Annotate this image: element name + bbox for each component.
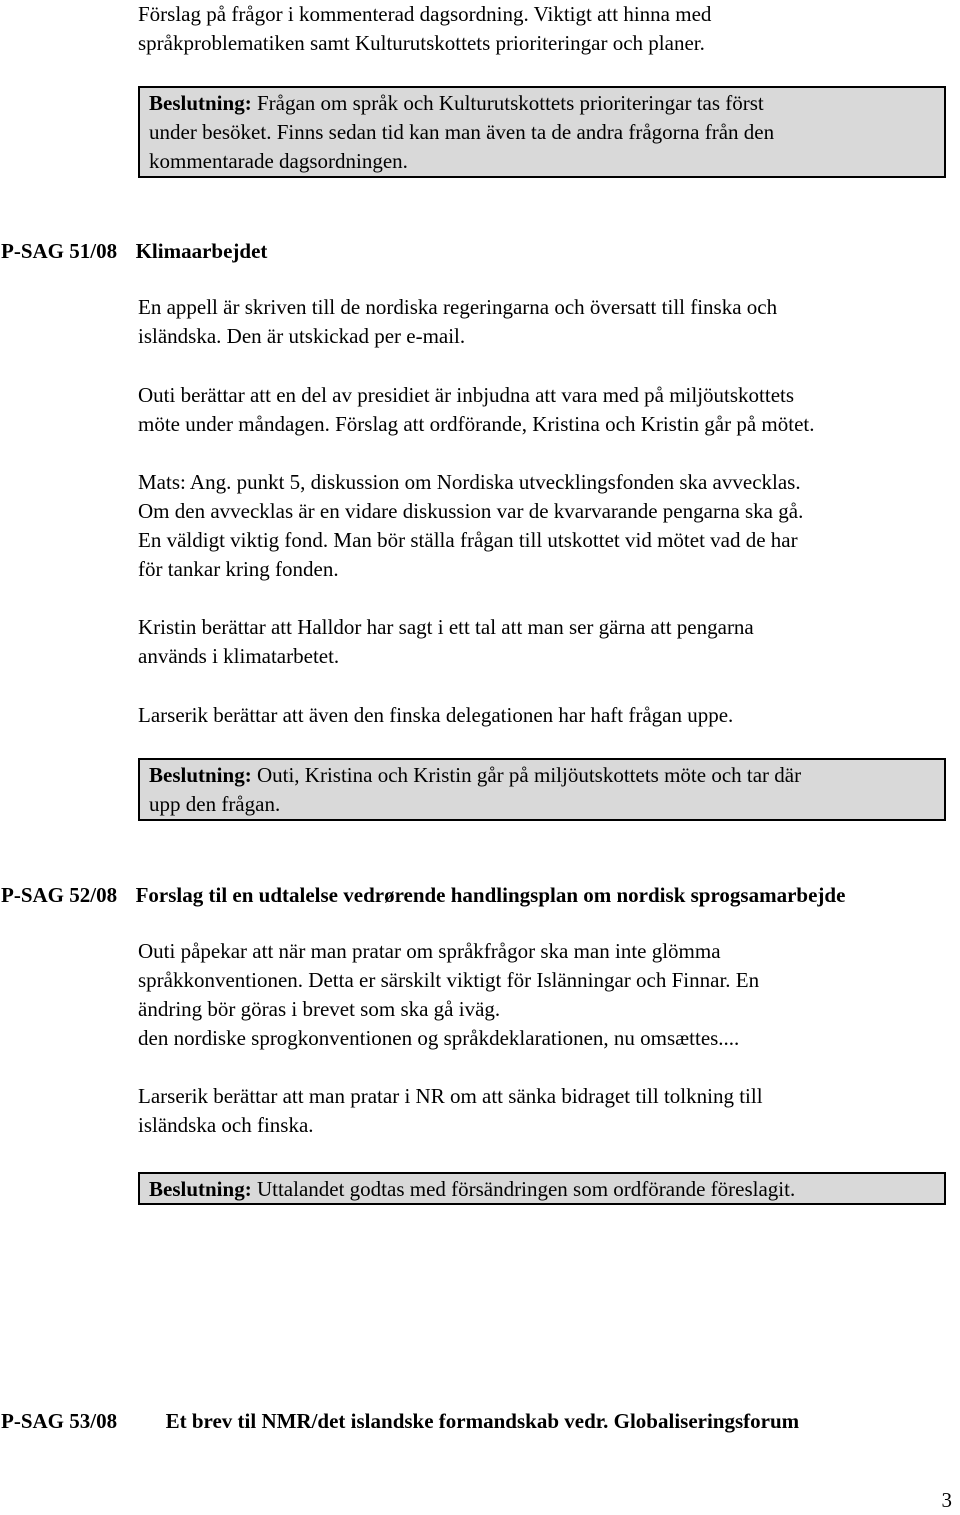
decision-text: upp den frågan. <box>149 792 281 816</box>
text-line: Kristin berättar att Halldor har sagt i ett tal att man ser gärna att pengarna <box>138 615 754 639</box>
decision-box <box>138 1172 946 1205</box>
quote-line: den nordiske sprogkonventionen og språkdeklarationen, nu omsættes.... <box>138 1026 740 1050</box>
text-line: Mats: Ang. punkt 5, diskussion om Nordiska utvecklingsfonden ska avvecklas. <box>138 470 801 494</box>
decision-text: under besöket. Finns sedan tid kan man även ta de andra frågorna från den <box>149 120 775 144</box>
decision-text: Uttalandet godtas med försändringen som ordförande föreslagit. <box>251 1177 796 1201</box>
text-line: En appell är skriven till de nordiska regeringarna och översatt till finska och <box>138 295 778 319</box>
intro-line: Förslag på frågor i kommenterad dagsordning. Viktigt att hinna med <box>138 2 712 26</box>
section-code: P-SAG 53/08 <box>1 1409 118 1433</box>
paragraph <box>138 613 953 671</box>
text-line: Om den avvecklas är en vidare diskussion var de kvarvarande pengarna ska gå. <box>138 499 804 523</box>
section-title: Klimaarbejdet <box>135 239 268 263</box>
decision-text: Outi, Kristina och Kristin går på miljöutskottets möte och tar där <box>251 763 802 787</box>
text-line: möte under måndagen. Förslag att ordförande, Kristina och Kristin går på mötet. <box>138 412 815 436</box>
decision-box <box>138 758 946 821</box>
section-heading <box>1 881 845 910</box>
text-line: språkkonventionen. Detta er särskilt viktigt för Islänningar och Finnar. En <box>138 968 760 992</box>
section-title: Forslag til en udtalelse vedrørende handlingsplan om nordisk sprogsamarbejde <box>135 883 846 907</box>
decision-text: Frågan om språk och Kulturutskottets prioriteringar tas först <box>251 91 764 115</box>
paragraph <box>138 468 953 584</box>
page-number: 3 <box>941 1488 952 1512</box>
text-line: En väldigt viktig fond. Man bör ställa frågan till utskottet vid mötet vad de har <box>138 528 798 552</box>
intro-paragraph <box>138 0 953 58</box>
text-line: Outi berättar att en del av presidiet är inbjudna att vara med på miljöutskottets <box>138 383 795 407</box>
decision-label: Beslutning: <box>149 1177 252 1201</box>
text-line: för tankar kring fonden. <box>138 557 339 581</box>
text-line: ändring bör göras i brevet som ska gå iväg. <box>138 997 501 1021</box>
paragraph <box>138 1082 953 1140</box>
text-line: Outi påpekar att när man pratar om språkfrågor ska man inte glömma <box>138 939 721 963</box>
paragraph <box>138 381 953 439</box>
section-title: Et brev til NMR/det islandske formandskab vedr. Globaliseringsforum <box>165 1409 800 1433</box>
section-code: P-SAG 52/08 <box>1 883 118 907</box>
decision-text: kommentarade dagsordningen. <box>149 149 408 173</box>
section-heading <box>1 237 267 266</box>
text-line: isländska och finska. <box>138 1113 314 1137</box>
paragraph <box>138 701 953 730</box>
paragraph <box>138 293 953 351</box>
text-line: Larserik berättar att även den finska delegationen har haft frågan uppe. <box>138 703 734 727</box>
section-heading <box>1 1407 799 1436</box>
section-code: P-SAG 51/08 <box>1 239 118 263</box>
text-line: används i klimatarbetet. <box>138 644 340 668</box>
decision-box <box>138 86 946 178</box>
paragraph <box>138 937 953 1053</box>
text-line: Larserik berättar att man pratar i NR om att sänka bidraget till tolkning till <box>138 1084 763 1108</box>
decision-label: Beslutning: <box>149 91 252 115</box>
decision-label: Beslutning: <box>149 763 252 787</box>
intro-line: språkproblematiken samt Kulturutskottets prioriteringar och planer. <box>138 31 705 55</box>
text-line: isländska. Den är utskickad per e-mail. <box>138 324 466 348</box>
